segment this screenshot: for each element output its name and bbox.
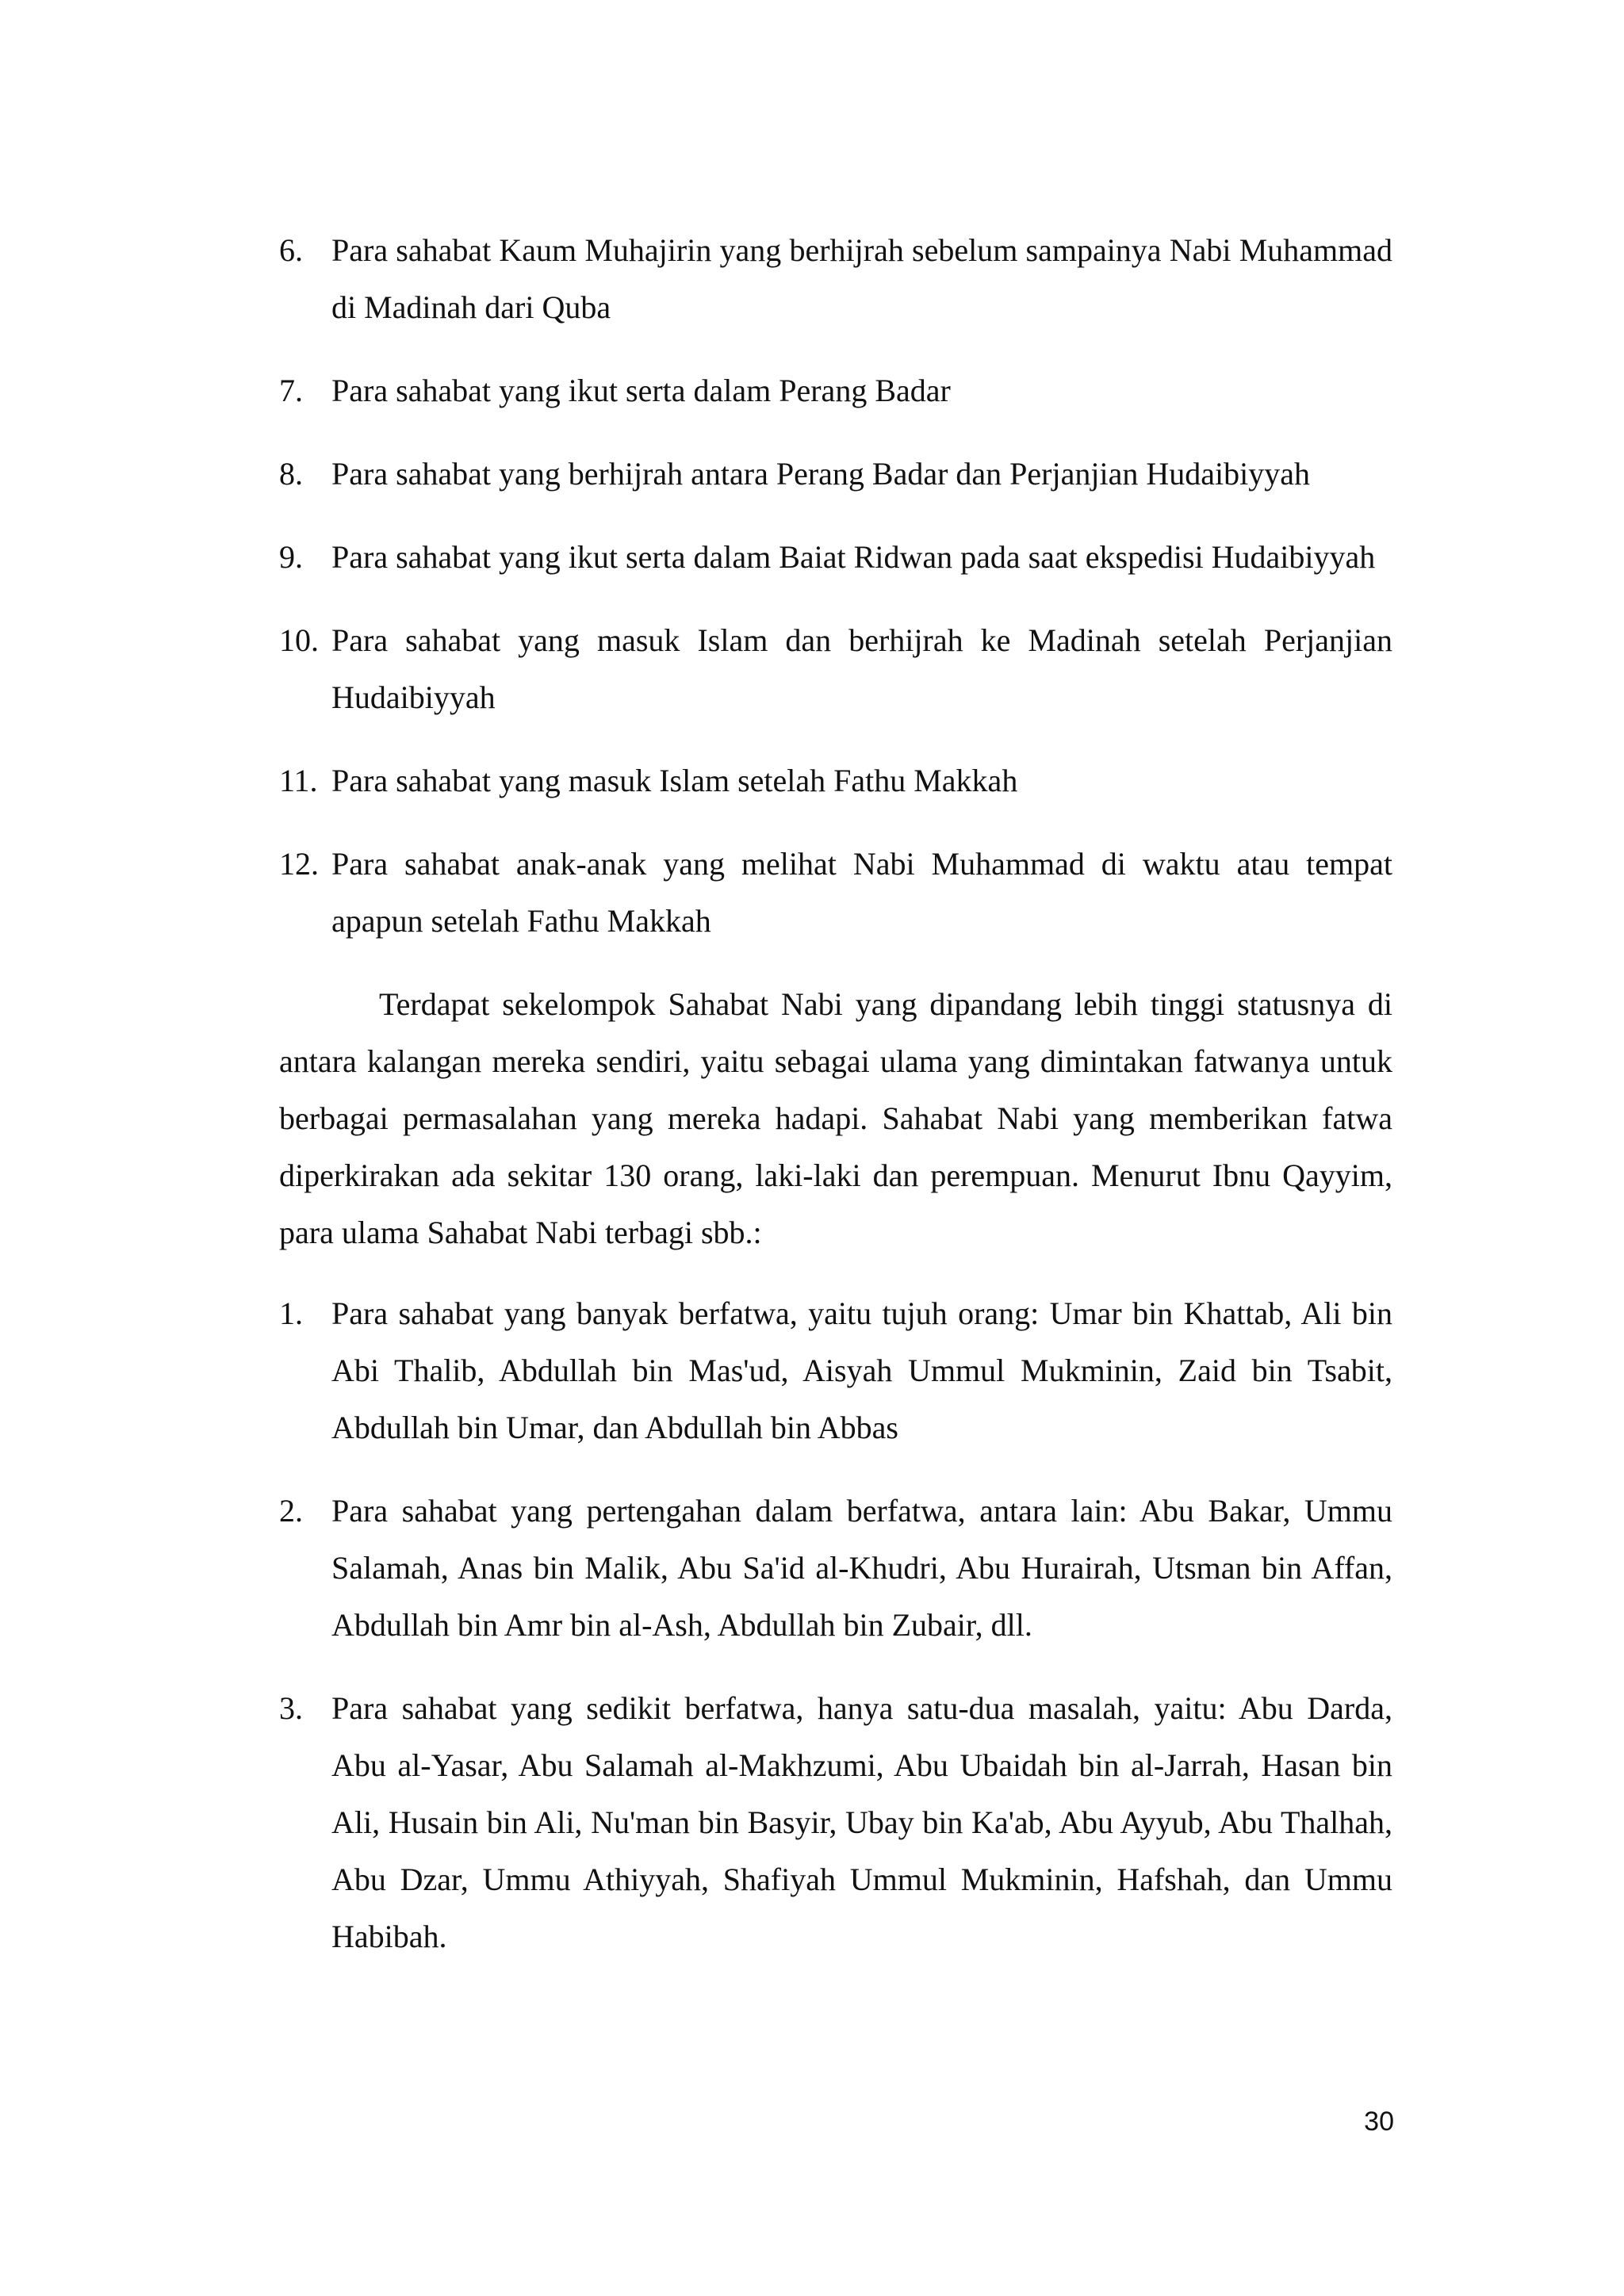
list-item <box>279 446 1392 503</box>
list-item-text: Para sahabat yang pertengahan dalam berfatwa, antara lain: Abu Bakar, Ummu Salamah, Anas bin Malik, Abu Sa'id al-Khudri, Abu Hurairah, Utsman bin Affan, Abdullah bin Amr bin al-Ash, Abdullah bin Zubair, dll. <box>331 1493 1392 1643</box>
list-item-number: 12. <box>279 846 319 882</box>
list-item-number: 7. <box>279 373 303 408</box>
list-item-text: Para sahabat yang masuk Islam dan berhijrah ke Madinah setelah Perjanjian Hudaibiyyah <box>331 622 1392 715</box>
list-item-number: 3. <box>279 1690 303 1726</box>
page-content <box>279 222 1392 1965</box>
list-item-number: 10. <box>279 622 319 658</box>
list-item-text: Para sahabat Kaum Muhajirin yang berhijrah sebelum sampainya Nabi Muhammad di Madinah dari Quba <box>331 232 1392 325</box>
list-item <box>279 1680 1392 1965</box>
list-item <box>279 529 1392 586</box>
list-item <box>279 1483 1392 1654</box>
list-item <box>279 362 1392 419</box>
list-item <box>279 612 1392 726</box>
list-item <box>279 1285 1392 1456</box>
page-number: 30 <box>1364 2107 1394 2137</box>
list-item-number: 8. <box>279 456 303 492</box>
numbered-list-lower <box>279 1285 1392 1965</box>
list-item-text: Para sahabat yang ikut serta dalam Baiat Ridwan pada saat ekspedisi Hudaibiyyah <box>331 539 1376 575</box>
list-item-text: Para sahabat yang sedikit berfatwa, hanya satu-dua masalah, yaitu: Abu Darda, Abu al-Yasar, Abu Salamah al-Makhzumi, Abu Ubaidah bin al-Jarrah, Hasan bin Ali, Husain bin Ali, Nu'man bin Basyir, Ubay bin Ka'ab, Abu Ayyub, Abu Thalhah, Abu Dzar, Ummu Athiyyah, Shafiyah Ummul Mukminin, Hafshah, dan Ummu Habibah. <box>331 1690 1392 1954</box>
list-item-text: Para sahabat yang masuk Islam setelah Fathu Makkah <box>331 763 1018 798</box>
body-paragraph: Terdapat sekelompok Sahabat Nabi yang dipandang lebih tinggi statusnya di antara kalangan mereka sendiri, yaitu sebagai ulama yang dimintakan fatwanya untuk berbagai permasalahan yang mereka hadapi. Sahabat Nabi yang memberikan fatwa diperkirakan ada sekitar 130 orang, laki-laki dan perempuan. Menurut Ibnu Qayyim, para ulama Sahabat Nabi terbagi sbb.: <box>279 986 1392 1250</box>
list-item-text: Para sahabat yang ikut serta dalam Perang Badar <box>331 373 951 408</box>
list-item-text: Para sahabat yang banyak berfatwa, yaitu tujuh orang: Umar bin Khattab, Ali bin Abi Thalib, Abdullah bin Mas'ud, Aisyah Ummul Mukminin, Zaid bin Tsabit, Abdullah bin Umar, dan Abdullah bin Abbas <box>331 1295 1392 1445</box>
list-item <box>279 222 1392 336</box>
list-item <box>279 836 1392 950</box>
list-item-number: 11. <box>279 763 318 798</box>
list-item-number: 1. <box>279 1295 303 1331</box>
list-item-number: 2. <box>279 1493 303 1529</box>
numbered-list-upper <box>279 222 1392 950</box>
list-item-text: Para sahabat yang berhijrah antara Perang Badar dan Perjanjian Hudaibiyyah <box>331 456 1310 492</box>
list-item-number: 9. <box>279 539 303 575</box>
list-item-number: 6. <box>279 232 303 268</box>
list-item-text: Para sahabat anak-anak yang melihat Nabi Muhammad di waktu atau tempat apapun setelah Fathu Makkah <box>331 846 1392 939</box>
list-item <box>279 752 1392 809</box>
